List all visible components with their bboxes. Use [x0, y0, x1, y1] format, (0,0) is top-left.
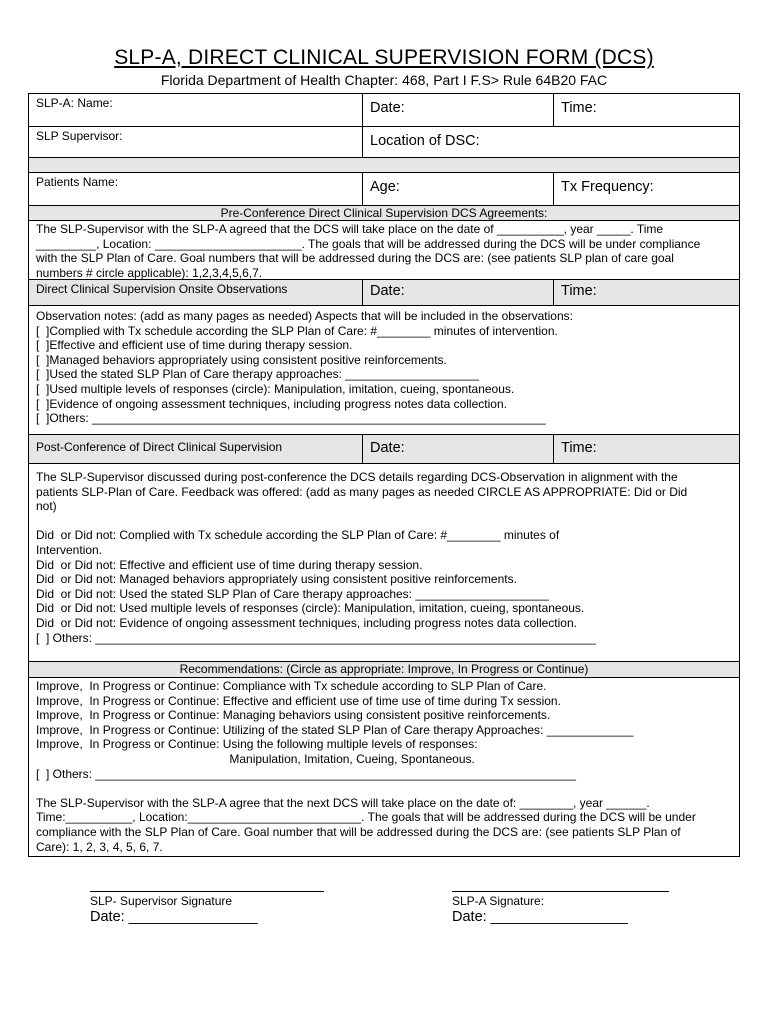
recommendations-heading-text: Recommendations: (Circle as appropriate: Improve, In Progress or Continue): [179, 662, 589, 676]
post-conference-body: [29, 464, 739, 662]
post-date-field[interactable]: [362, 435, 553, 463]
slp-supervisor-label: SLP Supervisor:: [36, 129, 123, 143]
post-time-field[interactable]: [553, 435, 739, 463]
onsite-time-label: Time:: [561, 283, 597, 299]
pre-conference-body: [29, 221, 739, 280]
post-line: Did or Did not: Complied with Tx schedule according the SLP Plan of Care: #________ minutes of: [36, 528, 560, 543]
pre-conference-line: with the SLP Plan of Care. Goal numbers that will be addressed during the DCS are: (see patients SLP plan of care goal: [36, 251, 674, 266]
recommendation-line: Improve, In Progress or Continue: Managing behaviors using consistent positive reinforcements.: [36, 708, 551, 723]
onsite-observations-body: [29, 306, 739, 435]
post-line: patients SLP-Plan of Care. Feedback was offered: (add as many pages as needed CIRCLE AS APPROPRIATE: Did or Did: [36, 484, 688, 499]
observation-line: [ ]Complied with Tx schedule according the SLP Plan of Care: #________ minutes of intervention.: [36, 323, 558, 338]
pre-conference-line: numbers # circle applicable): 1,2,3,4,5,6,7.: [36, 265, 263, 280]
supervisor-date[interactable]: Date: ________________: [90, 909, 258, 925]
recommendation-line: Care): 1, 2, 3, 4, 5, 6, 7.: [36, 839, 163, 854]
observation-line: [ ]Used multiple levels of responses (circle): Manipulation, imitation, cueing, spontaneous.: [36, 382, 515, 396]
form-subtitle: Florida Department of Health Chapter: 468, Part I F.S> Rule 64B20 FAC: [160, 72, 608, 88]
form-title: SLP-A, DIRECT CLINICAL SUPERVISION FORM (DCS): [114, 46, 654, 69]
slp-supervisor-field[interactable]: [29, 127, 362, 157]
onsite-date-field[interactable]: [362, 280, 553, 305]
recommendation-line: Manipulation, Imitation, Cueing, Spontaneous.: [36, 752, 475, 766]
post-line: Did or Did not: Evidence of ongoing assessment techniques, including progress notes data collection.: [36, 616, 577, 630]
tx-frequency-label: Tx Frequency:: [561, 179, 654, 195]
onsite-heading-row: [29, 280, 739, 306]
post-date-label: Date:: [370, 440, 405, 456]
row-patient: [29, 173, 739, 206]
time-field[interactable]: [553, 94, 739, 126]
patients-name-field[interactable]: [29, 173, 362, 205]
observation-line: [ ]Effective and efficient use of time during therapy session.: [36, 338, 353, 353]
slpa-name-label: SLP-A: Name:: [36, 96, 113, 110]
recommendations-heading: [29, 662, 739, 678]
onsite-heading: [29, 280, 362, 305]
post-time-label: Time:: [561, 440, 597, 456]
pre-conference-heading: [29, 206, 739, 221]
post-line: Intervention.: [36, 543, 103, 557]
pre-conference-heading-text: Pre-Conference Direct Clinical Supervision DCS Agreements:: [220, 206, 548, 220]
row-slpa-name: [29, 94, 739, 127]
recommendation-line: Time:__________, Location:__________________________. The goals that will be addressed during the DCS will be under: [36, 810, 696, 825]
location-label: Location of DSC:: [370, 133, 480, 149]
post-line: Did or Did not: Used the stated SLP Plan of Care therapy approaches: ____________________: [36, 586, 549, 601]
onsite-time-field[interactable]: [553, 280, 739, 305]
observation-line: [ ]Evidence of ongoing assessment techniques, including progress notes data collection.: [36, 396, 507, 411]
recommendation-line: Improve, In Progress or Continue: Effective and efficient use of time use of time during Tx session.: [36, 693, 561, 708]
recommendation-line: compliance with the SLP Plan of Care. Goal number that will be addressed during the DCS are: (see patients SLP Plan of: [36, 825, 681, 839]
shaded-separator: [29, 158, 739, 173]
age-field[interactable]: [362, 173, 553, 205]
post-line: Did or Did not: Effective and efficient use of time during therapy session.: [36, 557, 423, 572]
post-conference-heading: [29, 435, 362, 463]
onsite-heading-text: Direct Clinical Supervision Onsite Observations: [36, 282, 288, 296]
pre-conference-line: _________, Location: ______________________. The goals that will be addressed during the DCS will be under compliance: [36, 236, 701, 251]
slpa-name-field[interactable]: [29, 94, 362, 126]
onsite-date-label: Date:: [370, 283, 405, 299]
row-supervisor: [29, 127, 739, 158]
observation-line: [ ]Managed behaviors appropriately using consistent positive reinforcements.: [36, 352, 447, 367]
date-field[interactable]: [362, 94, 553, 126]
post-line: The SLP-Supervisor discussed during post-conference the DCS details regarding DCS-Observation in alignment with the: [36, 470, 678, 484]
slpa-signature-label: SLP-A Signature:: [452, 894, 545, 908]
observation-line: Observation notes: (add as many pages as needed) Aspects that will be included in the observations:: [36, 309, 573, 323]
pre-conference-line: The SLP-Supervisor with the SLP-A agreed that the DCS will take place on the date of __________, year _____. Time: [36, 222, 664, 236]
time-label: Time:: [561, 100, 597, 116]
post-line: [ ] Others: ___________________________________________________________________________: [36, 630, 596, 645]
tx-frequency-field[interactable]: [553, 173, 739, 205]
recommendation-line: Improve, In Progress or Continue: Compliance with Tx schedule according to SLP Plan of Care.: [36, 679, 547, 693]
recommendations-body: [29, 678, 739, 856]
age-label: Age:: [370, 179, 400, 195]
slpa-signature-line[interactable]: [452, 891, 669, 892]
slpa-date[interactable]: Date: _________________: [452, 909, 628, 925]
supervisor-signature-line[interactable]: [90, 891, 324, 892]
post-line: not): [36, 499, 57, 514]
recommendation-line: The SLP-Supervisor with the SLP-A agree that the next DCS will take place on the date of: ________, year ______.: [36, 795, 650, 810]
recommendation-line: [ ] Others: ________________________________________________________________________: [36, 766, 576, 781]
post-conference-heading-row: [29, 435, 739, 464]
post-conference-heading-text: Post-Conference of Direct Clinical Supervision: [36, 440, 283, 454]
recommendation-line: Improve, In Progress or Continue: Using the following multiple levels of responses:: [36, 737, 478, 752]
observation-line: [ ]Others: ____________________________________________________________________: [36, 411, 546, 426]
location-field[interactable]: [362, 127, 739, 157]
supervisor-signature-label: SLP- Supervisor Signature: [90, 894, 233, 908]
supervision-form: [28, 93, 740, 857]
recommendation-line: Improve, In Progress or Continue: Utilizing of the stated SLP Plan of Care therapy Approaches: _____________: [36, 722, 634, 737]
post-line: Did or Did not: Used multiple levels of responses (circle): Manipulation, imitation, cueing, spontaneous.: [36, 601, 585, 616]
patients-name-label: Patients Name:: [36, 175, 119, 189]
post-line: Did or Did not: Managed behaviors appropriately using consistent positive reinforcements.: [36, 572, 517, 587]
observation-line: [ ]Used the stated SLP Plan of Care therapy approaches: ____________________: [36, 367, 479, 382]
date-label: Date:: [370, 100, 405, 116]
